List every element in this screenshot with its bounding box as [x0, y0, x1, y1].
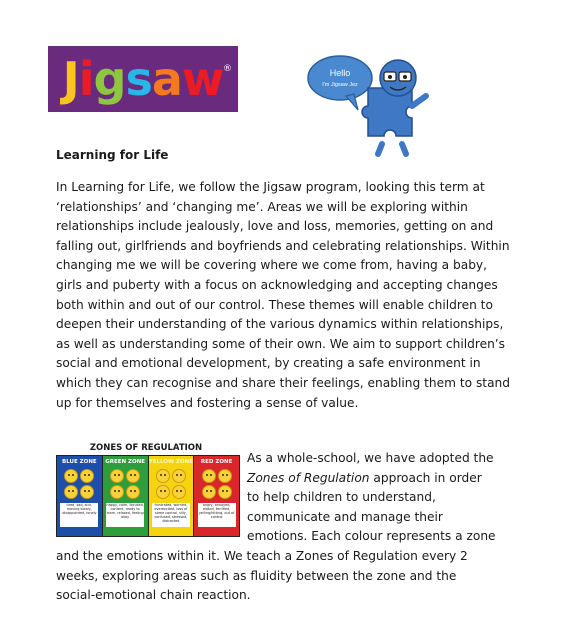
emotion-face-icon — [126, 485, 140, 499]
emotion-face-icon — [64, 469, 78, 483]
zone-faces — [110, 469, 140, 499]
registered-mark: ® — [223, 64, 232, 74]
section-title: Learning for Life — [56, 148, 169, 162]
emotion-face-icon — [202, 469, 216, 483]
zone-faces — [156, 469, 186, 499]
emotion-face-icon — [156, 485, 170, 499]
zones-row — [56, 455, 240, 537]
zone-column — [194, 456, 239, 536]
jigsaw-jez-mascot-icon — [306, 48, 436, 158]
speech-line-1: Hello — [329, 68, 351, 78]
zone-name: BLUE ZONE — [62, 459, 97, 465]
emotion-face-icon — [110, 469, 124, 483]
speech-line-2: I'm Jigsaw Jez — [322, 82, 358, 88]
emotion-face-icon — [218, 485, 232, 499]
paragraph-line: to help children to understand, — [247, 490, 436, 505]
emotion-face-icon — [172, 469, 186, 483]
emotion-face-icon — [80, 469, 94, 483]
emotion-face-icon — [172, 485, 186, 499]
emotion-face-icon — [126, 469, 140, 483]
paragraph-line: communicate and manage their — [247, 509, 443, 524]
zone-column — [57, 456, 103, 536]
zone-name: YELLOW ZONE — [148, 459, 193, 465]
emotion-face-icon — [202, 485, 216, 499]
emotion-face-icon — [156, 469, 170, 483]
zone-column — [149, 456, 195, 536]
intro-paragraph: In Learning for Life, we follow the Jigsaw program, looking this term at ‘relationships’ and ‘changing me’. Areas we will be exploring within relationships include jealously, love and loss, memories, getting on and falling out, girlfriends and boyfriends and celebrating relationships. Within changing me we will be covering where we come from, having a baby, girls and puberty with a focus on acknowledging and accepting changes both within and out of our control. These themes will enable children to deepen their understanding of the various dynamics within relationships, as well as understanding some of their own. We aim to support children’s social and emotional development, by creating a safe environment in which they can recognise and share their feelings, enabling them to stand up for themselves and fostering a sense of value. — [56, 180, 510, 410]
paragraph-line: emotions. Each colour represents a zone — [247, 529, 496, 544]
logo-wordmark: Jigsaw — [62, 52, 224, 106]
zone-description: happy, calm, focused, content, ready to learn, relaxed, feeling okay — [106, 503, 144, 527]
paragraph-line: weeks, exploring areas such as fluidity between the zone and the — [56, 568, 457, 583]
zone-description: tired, sad, sick, moving slowly, disappointed, lonely — [60, 503, 98, 527]
zone-name: GREEN ZONE — [105, 459, 146, 465]
emotion-face-icon — [64, 485, 78, 499]
jigsaw-logo — [48, 46, 238, 112]
zone-name: RED ZONE — [200, 459, 233, 465]
paragraph-line: social-emotional chain reaction. — [56, 588, 251, 603]
zones-paragraph-full — [56, 547, 516, 606]
emotion-face-icon — [110, 485, 124, 499]
emotion-face-icon — [80, 485, 94, 499]
paragraph-line: and the emotions within it. We teach a Zones of Regulation every 2 — [56, 549, 468, 563]
zones-paragraph-side — [247, 449, 515, 547]
zone-description: angry, annoyed, elated, terrified, yelling/hitting, out of control — [198, 503, 236, 527]
zone-column — [103, 456, 149, 536]
emotion-face-icon — [218, 469, 232, 483]
zone-faces — [64, 469, 94, 499]
paragraph-line: As a whole-school, we have adopted the — [247, 451, 494, 465]
paragraph-line: Zones of Regulation approach in order — [247, 470, 482, 485]
zone-faces — [202, 469, 232, 499]
zones-of-regulation-image — [56, 442, 240, 538]
zone-description: frustrated, worried, overexcited, loss of some control, silly, confused, stressed, distracted — [152, 503, 190, 527]
zones-image-title: ZONES OF REGULATION — [89, 443, 203, 453]
